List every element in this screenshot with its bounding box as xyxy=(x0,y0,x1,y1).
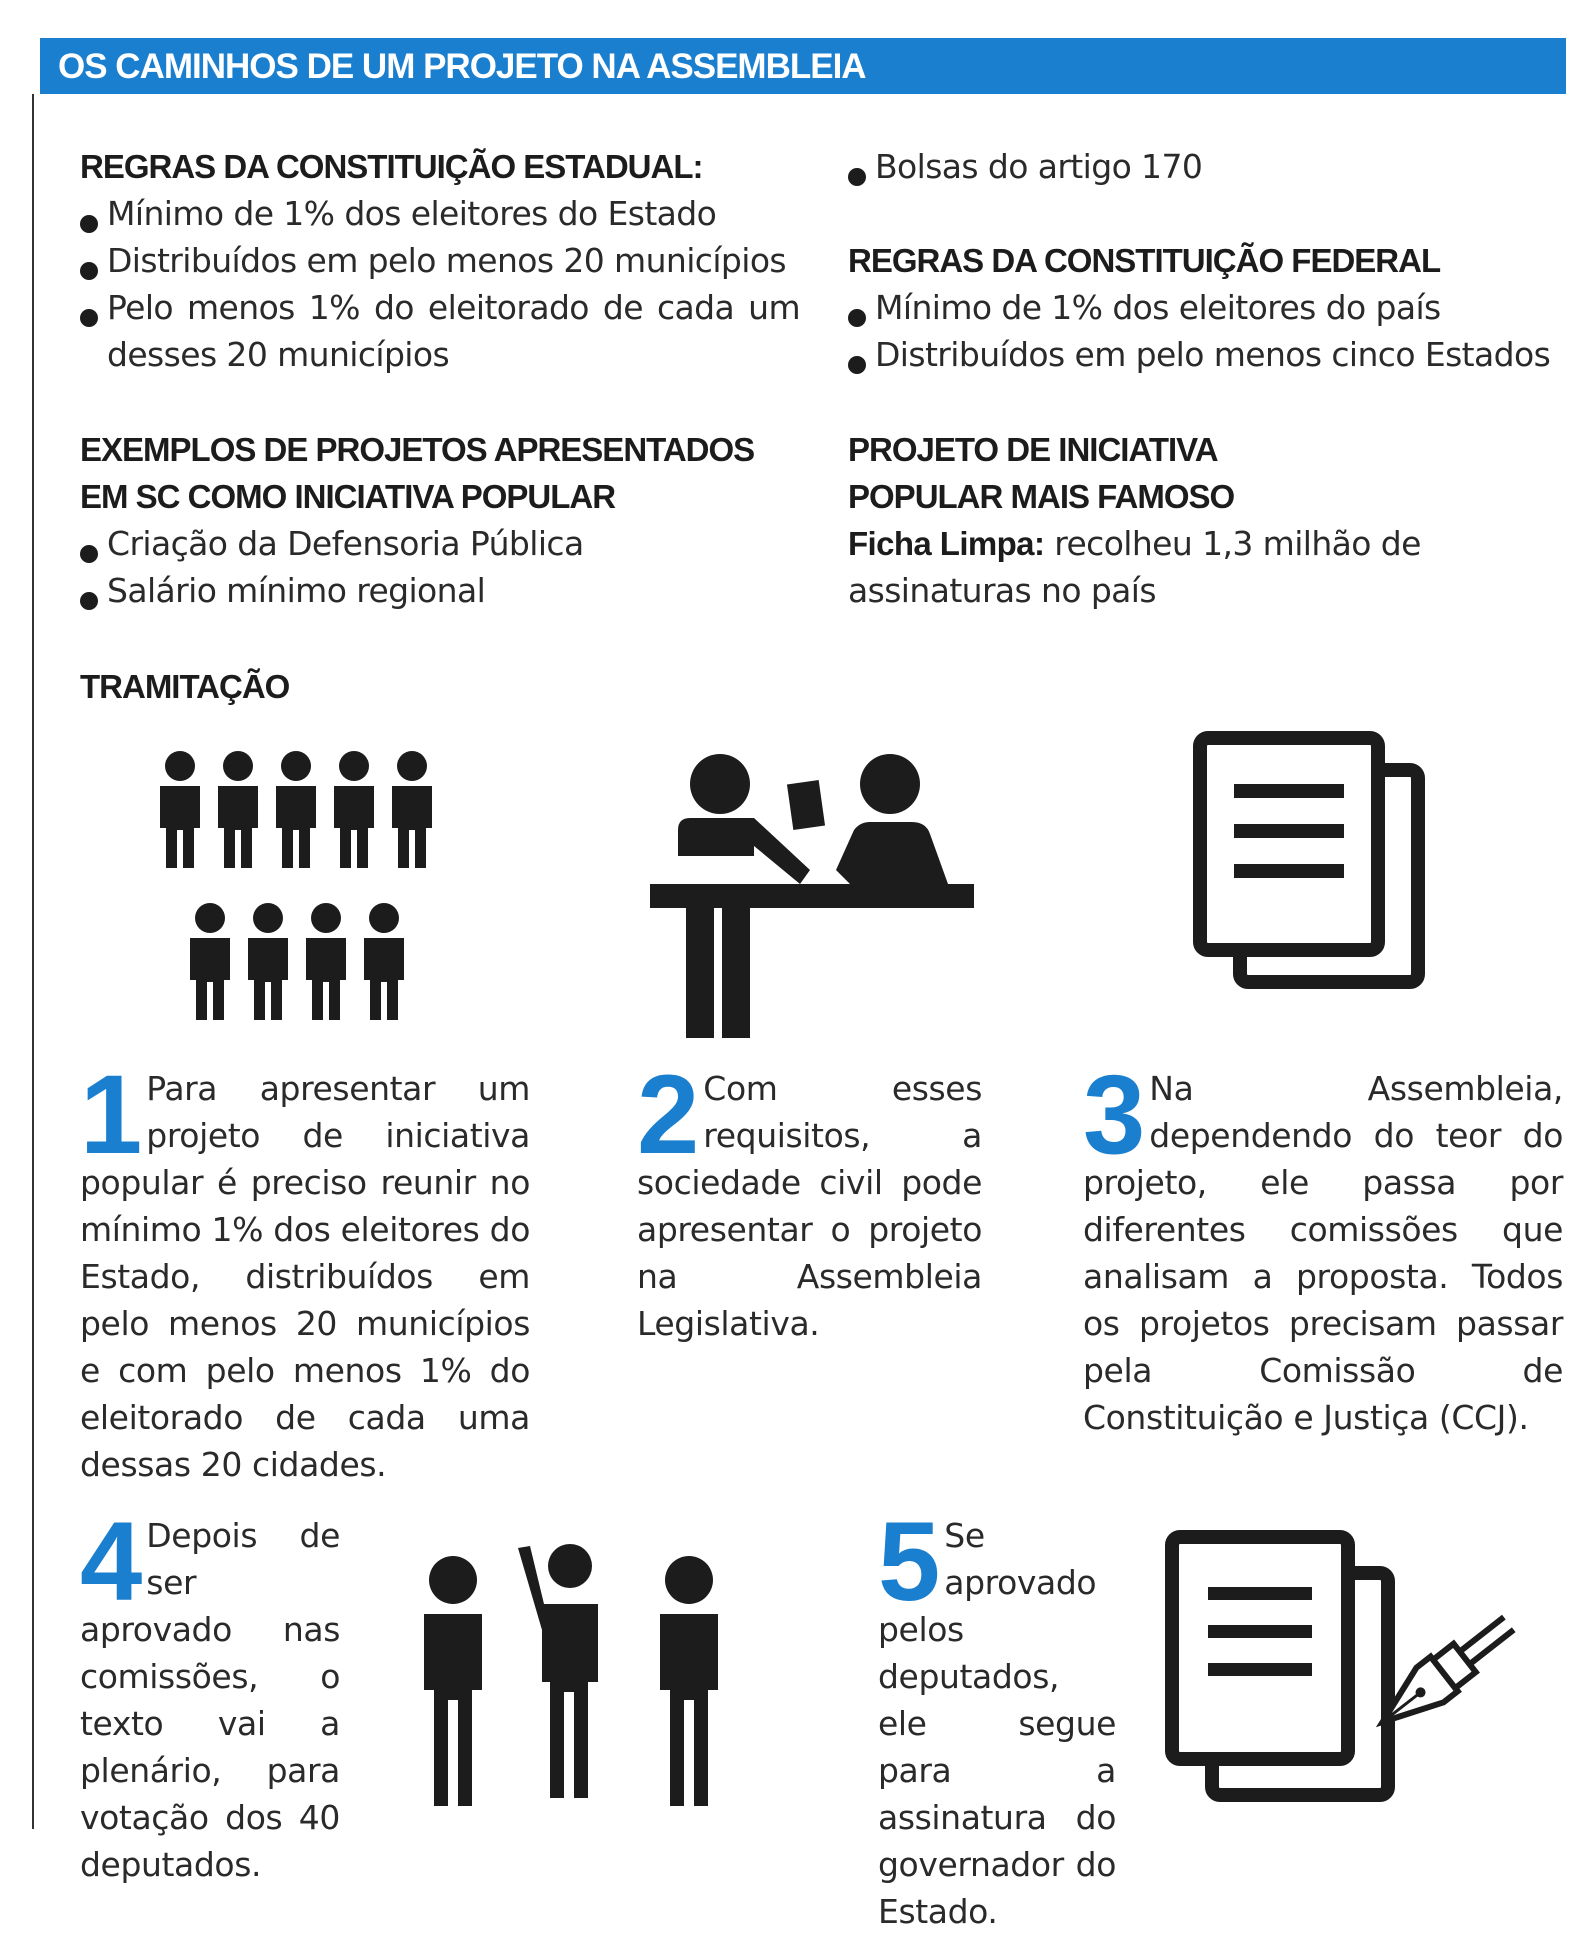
voting-people-icon xyxy=(420,1548,730,1818)
step-number: 4 xyxy=(80,1499,139,1624)
step-text: Se aprovado pelos deputados, ele segue para a assinatura do governador do Estado. xyxy=(878,1516,1116,1931)
step-text: Depois de ser aprovado nas comissões, o texto vai a plenário, para votação dos 40 deputados. xyxy=(80,1516,340,1884)
step-2 xyxy=(637,1052,982,1347)
exemplos-item: Salário mínimo regional xyxy=(80,567,810,614)
exemplos-item: Criação da Defensoria Pública xyxy=(80,520,810,567)
estadual-item: Mínimo de 1% dos eleitores do Estado xyxy=(80,190,810,237)
step-1 xyxy=(80,1052,530,1488)
tramitacao-section xyxy=(80,663,289,710)
step-4 xyxy=(80,1499,340,1888)
crowd-icon xyxy=(160,750,450,1050)
exemplos-heading: EXEMPLOS DE PROJETOS APRESENTADOS xyxy=(80,431,755,468)
document-signing-pen-icon xyxy=(1160,1525,1560,1805)
page-title: OS CAMINHOS DE UM PROJETO NA ASSEMBLEIA xyxy=(58,47,866,86)
federal-item: Distribuídos em pelo menos cinco Estados xyxy=(848,331,1548,378)
estadual-heading: REGRAS DA CONSTITUIÇÃO ESTADUAL: xyxy=(80,148,703,185)
step-number: 1 xyxy=(80,1052,139,1177)
federal-section xyxy=(848,143,1551,378)
desk-submission-icon xyxy=(650,752,980,1042)
step-3 xyxy=(1083,1052,1563,1441)
tramitacao-heading: TRAMITAÇÃO xyxy=(80,668,290,705)
step-number: 3 xyxy=(1083,1052,1142,1177)
documents-icon xyxy=(1190,730,1430,990)
estadual-item: Pelo menos 1% do eleitorado de cada um desses 20 municípios xyxy=(80,284,800,378)
federal-item: Mínimo de 1% dos eleitores do país xyxy=(848,284,1548,331)
estadual-section xyxy=(80,143,810,378)
step-text: Na Assembleia, dependendo do teor do projeto, ele passa por diferentes comissões que analisam a proposta. Todos os projetos precisam passar pela Comissão de Constituição e Justiça (CCJ). xyxy=(1083,1069,1563,1437)
step-text: Com esses requisitos, a sociedade civil pode apresentar o projeto na Assembleia Legislativa. xyxy=(637,1069,982,1343)
step-5 xyxy=(878,1499,1116,1935)
famoso-heading: POPULAR MAIS FAMOSO xyxy=(848,478,1235,515)
federal-heading: REGRAS DA CONSTITUIÇÃO FEDERAL xyxy=(848,242,1441,279)
famoso-heading: PROJETO DE INICIATIVA xyxy=(848,431,1218,468)
exemplos-heading: EM SC COMO INICIATIVA POPULAR xyxy=(80,478,616,515)
exemplos-section xyxy=(80,426,810,614)
left-rule xyxy=(32,94,34,1829)
step-text: Para apresentar um projeto de iniciativa popular é preciso reunir no mínimo 1% dos eleitores do Estado, distribuídos em pelo menos 20 municípios e com pelo menos 1% do eleitorado de cada uma dessas 20 cidades. xyxy=(80,1069,530,1484)
step-number: 2 xyxy=(637,1052,696,1177)
famoso-section xyxy=(848,426,1560,614)
famoso-text xyxy=(848,520,1560,614)
famoso-label: Ficha Limpa: xyxy=(848,525,1045,562)
bolsas-item: Bolsas do artigo 170 xyxy=(848,143,1548,190)
step-number: 5 xyxy=(878,1499,937,1624)
estadual-item: Distribuídos em pelo menos 20 municípios xyxy=(80,237,810,284)
famoso-description: recolheu 1,3 milhão de assinaturas no país xyxy=(848,524,1421,610)
